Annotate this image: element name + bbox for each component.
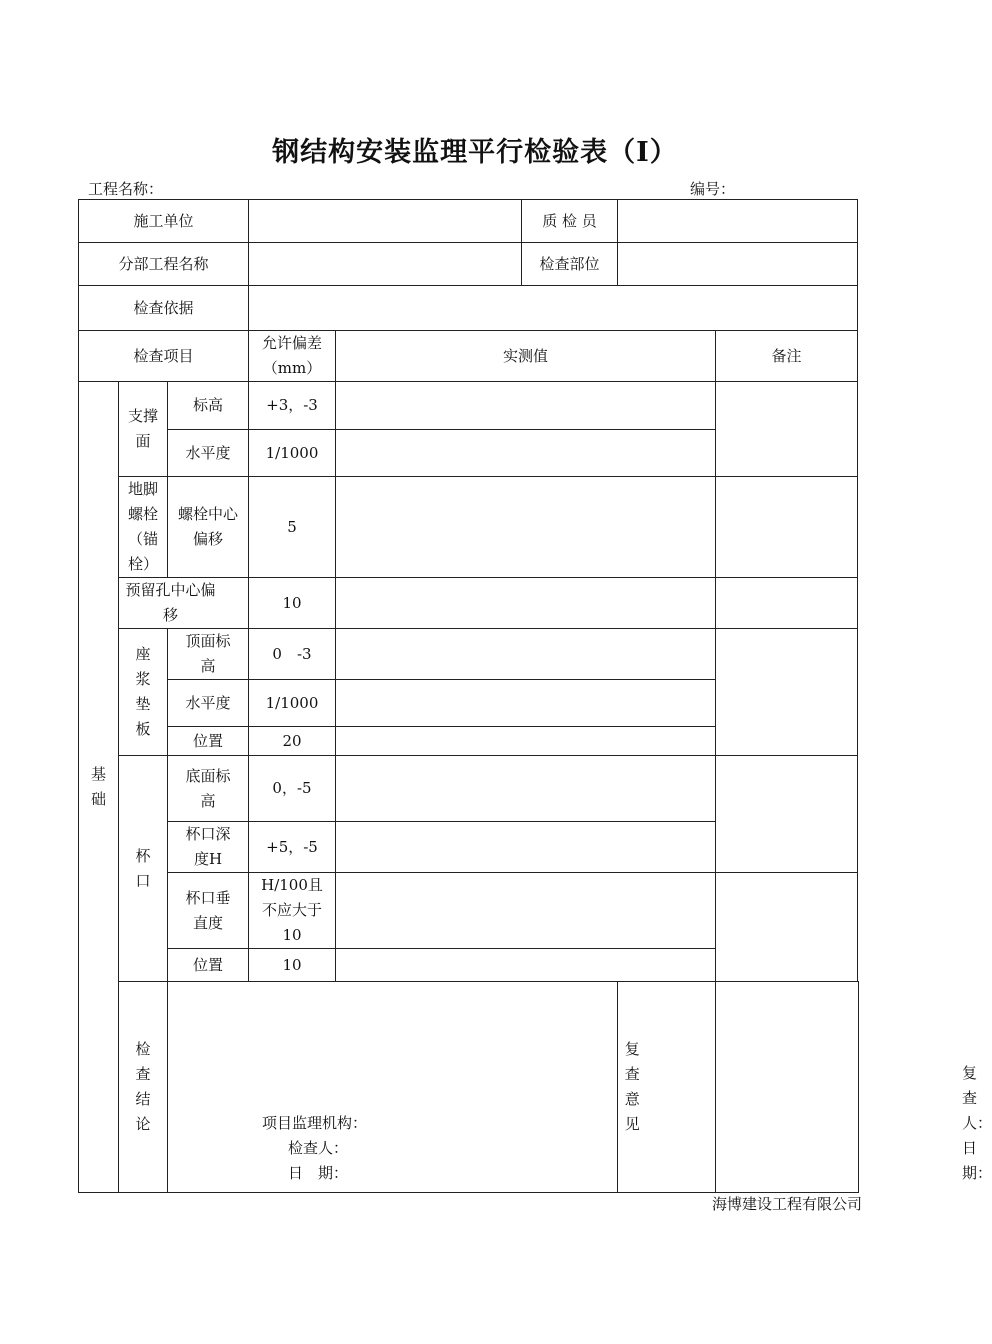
column-header-tolerance (249, 331, 336, 382)
column-header-measured: 实测值 (336, 331, 716, 382)
company-name: 海博建设工程有限公司 (711, 1195, 862, 1213)
remark-cell[interactable] (716, 873, 858, 982)
checker-label: 检查人： (288, 1139, 349, 1157)
support-surface-label: 支撑面 (119, 382, 168, 477)
inspector-label: 质 检 员 (522, 200, 618, 243)
item-tolerance: 20 (249, 727, 336, 756)
inspection-basis-value[interactable] (249, 286, 858, 331)
inspection-location-label: 检查部位 (522, 243, 618, 286)
construction-unit-label: 施工单位 (79, 200, 249, 243)
measured-value-cell[interactable] (336, 477, 716, 578)
measured-value-cell[interactable] (336, 822, 716, 873)
inspection-table (78, 199, 992, 1193)
item-tolerance: +3，-3 (249, 382, 336, 430)
item-name: 标高 (168, 382, 249, 430)
item-name: 杯口垂直度 (168, 873, 249, 949)
measured-value-cell[interactable] (336, 680, 716, 727)
sub-project-name-value[interactable] (249, 243, 522, 286)
item-tolerance: 1/1000 (249, 680, 336, 727)
item-name: 预留孔中心偏移 (119, 578, 249, 629)
tolerance-header-line2: （mm） (262, 359, 322, 377)
conclusion-area[interactable] (168, 982, 618, 1193)
item-tolerance: 0 -3 (249, 629, 336, 680)
review-label: 复查意见 (618, 982, 716, 1193)
measured-value-cell[interactable] (336, 873, 716, 949)
cup-label: 杯口 (119, 756, 168, 982)
group-foundation-label: 基础 (79, 382, 119, 1193)
form-title: 钢结构安装监理平行检验表（Ⅰ） (272, 137, 678, 168)
item-name: 水平度 (168, 680, 249, 727)
remark-cell[interactable] (716, 382, 858, 477)
conclusion-date-label: 日 期： (288, 1164, 349, 1182)
item-tolerance: 10 (249, 949, 336, 982)
item-tolerance: 0，-5 (249, 756, 336, 822)
project-name-label: 工程名称： (88, 180, 164, 198)
item-tolerance: H/100且不应大于10 (249, 873, 336, 949)
inspection-location-value[interactable] (618, 243, 858, 286)
remark-cell[interactable] (716, 477, 858, 578)
item-name: 底面标高 (168, 756, 249, 822)
item-name: 顶面标高 (168, 629, 249, 680)
measured-value-cell[interactable] (336, 727, 716, 756)
measured-value-cell[interactable] (336, 629, 716, 680)
remark-cell[interactable] (716, 629, 858, 756)
item-tolerance: 10 (249, 578, 336, 629)
item-tolerance: 5 (249, 477, 336, 578)
item-name: 位置 (168, 727, 249, 756)
inspector-value[interactable] (618, 200, 858, 243)
construction-unit-value[interactable] (249, 200, 522, 243)
item-name: 水平度 (168, 430, 249, 477)
item-name: 杯口深度H (168, 822, 249, 873)
measured-value-cell[interactable] (336, 430, 716, 477)
measured-value-cell[interactable] (336, 578, 716, 629)
measured-value-cell[interactable] (336, 382, 716, 430)
grout-plate-label: 座浆垫板 (119, 629, 168, 756)
remark-cell[interactable] (716, 578, 858, 629)
column-header-remark: 备注 (716, 331, 858, 382)
sub-project-name-label: 分部工程名称 (79, 243, 249, 286)
tolerance-header-line1: 允许偏差 (261, 334, 322, 352)
remark-cell[interactable] (716, 756, 858, 873)
column-header-item: 检查项目 (79, 331, 249, 382)
conclusion-label: 检查结论 (119, 982, 168, 1193)
measured-value-cell[interactable] (336, 756, 716, 822)
number-label: 编号： (690, 180, 736, 198)
item-name: 螺栓中心偏移 (168, 477, 249, 578)
anchor-bolt-label: 地脚螺栓（锚栓） (119, 477, 168, 578)
review-area[interactable]: 复查人： 日 期： (716, 982, 859, 1193)
inspection-basis-label: 检查依据 (79, 286, 249, 331)
item-tolerance: 1/1000 (249, 430, 336, 477)
measured-value-cell[interactable] (336, 949, 716, 982)
item-tolerance: +5，-5 (249, 822, 336, 873)
item-name: 位置 (168, 949, 249, 982)
supervision-org-label: 项目监理机构： (262, 1114, 368, 1132)
